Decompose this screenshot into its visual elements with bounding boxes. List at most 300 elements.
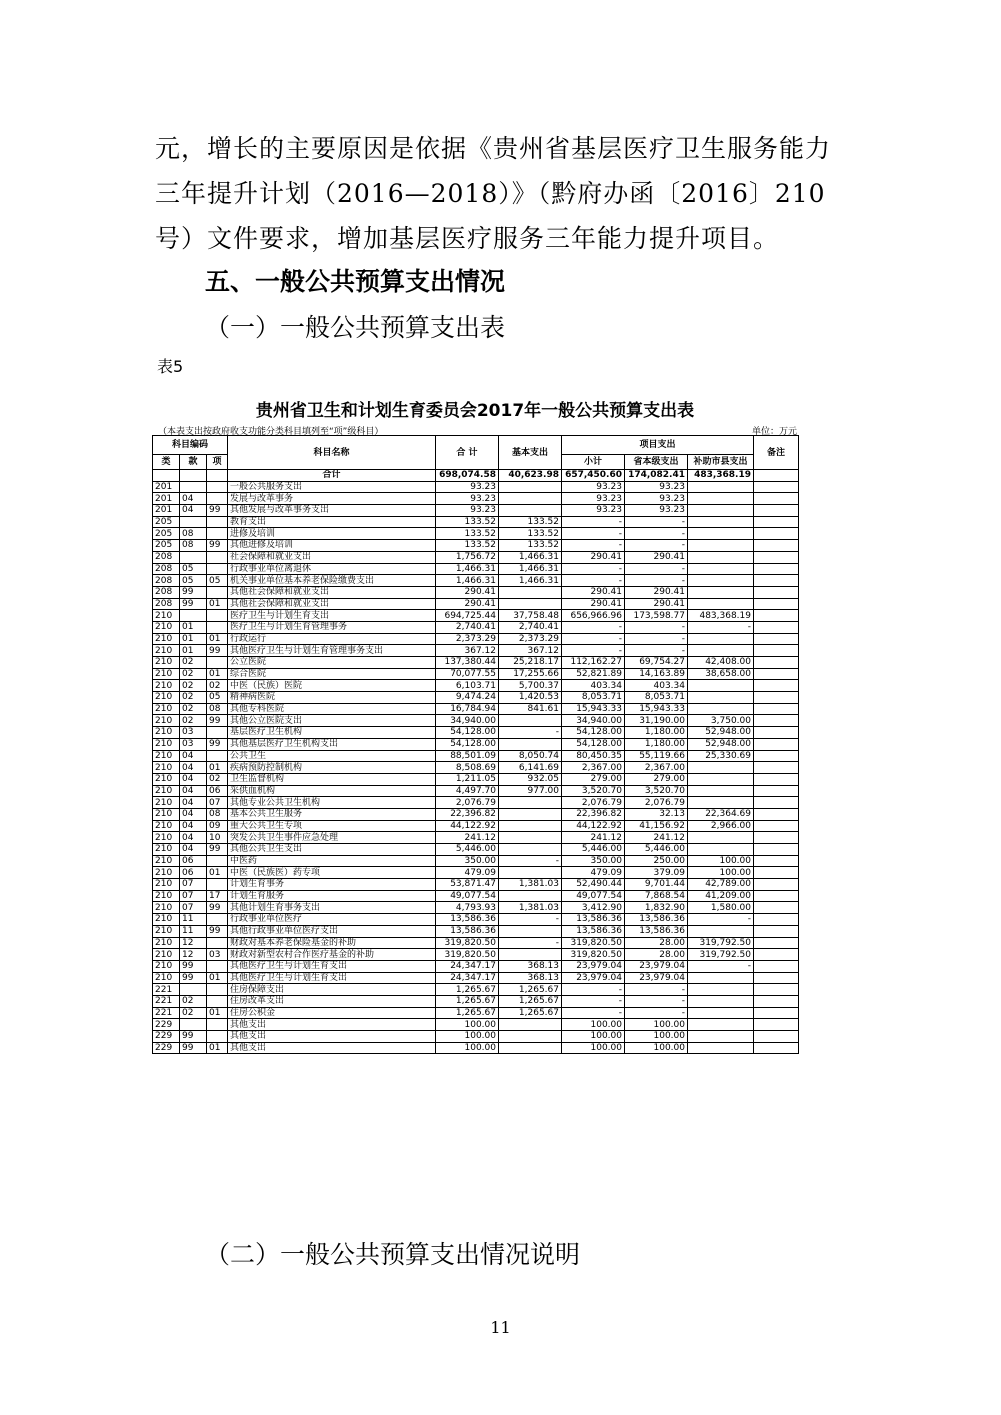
cell-xiang (207, 984, 228, 996)
cell-prov: 290.41 (625, 551, 688, 563)
cell-basic: 368.13 (499, 972, 562, 984)
cell-lei: 210 (153, 949, 180, 961)
cell-subsidy: 100.00 (688, 867, 754, 879)
cell-subsidy (688, 925, 754, 937)
cell-prov: - (625, 563, 688, 575)
cell-xiang (207, 914, 228, 926)
cell-prov: 279.00 (625, 773, 688, 785)
cell-name: 中医药 (228, 855, 436, 867)
cell-lei: 210 (153, 727, 180, 739)
cell-lei: 208 (153, 575, 180, 587)
cell-name: 疾病预防控制机构 (228, 762, 436, 774)
cell-subsidy: 38,658.00 (688, 668, 754, 680)
cell-total: 24,347.17 (436, 960, 499, 972)
cell-kuan: 04 (180, 762, 207, 774)
cell-lei: 210 (153, 715, 180, 727)
cell-basic (499, 832, 562, 844)
cell-basic: 17,255.66 (499, 668, 562, 680)
table-row (153, 832, 799, 844)
cell-total: 290.41 (436, 586, 499, 598)
cell-total: 34,940.00 (436, 715, 499, 727)
cell-sub: 3,520.70 (562, 785, 625, 797)
cell-kuan: 08 (180, 540, 207, 552)
cell-lei: 210 (153, 820, 180, 832)
cell-subsidy (688, 575, 754, 587)
cell-xiang: 09 (207, 820, 228, 832)
cell-subsidy (688, 1031, 754, 1043)
header-project: 项目支出 (562, 436, 754, 455)
cell-remark (754, 844, 799, 856)
cell-kuan: 03 (180, 727, 207, 739)
table-row (153, 598, 799, 610)
cell-basic (499, 1042, 562, 1054)
cell-basic (499, 820, 562, 832)
cell-xiang (207, 879, 228, 891)
cell-kuan: 06 (180, 867, 207, 879)
cell-subsidy (688, 540, 754, 552)
cell-lei: 210 (153, 867, 180, 879)
cell-remark (754, 867, 799, 879)
cell-subsidy: - (688, 914, 754, 926)
table-row-total (153, 470, 799, 482)
cell-prov: - (625, 984, 688, 996)
cell-name: 采供血机构 (228, 785, 436, 797)
cell-lei: 210 (153, 902, 180, 914)
cell-name: 住房保障支出 (228, 984, 436, 996)
cell-lei: 210 (153, 610, 180, 622)
cell-kuan: 04 (180, 797, 207, 809)
cell-subsidy: 3,750.00 (688, 715, 754, 727)
cell-remark (754, 762, 799, 774)
cell-remark (754, 984, 799, 996)
cell-lei: 210 (153, 692, 180, 704)
cell-sub: 44,122.92 (562, 820, 625, 832)
cell-basic (499, 890, 562, 902)
cell-subsidy: 319,792.50 (688, 937, 754, 949)
cell-sub: 13,586.36 (562, 925, 625, 937)
cell-name: 进修及培训 (228, 528, 436, 540)
cell-sub: 657,450.60 (562, 470, 625, 482)
cell-name: 其他社会保障和就业支出 (228, 586, 436, 598)
cell-remark (754, 598, 799, 610)
table-row (153, 820, 799, 832)
cell-prov: 100.00 (625, 1031, 688, 1043)
cell-kuan: 05 (180, 575, 207, 587)
cell-kuan: 99 (180, 1031, 207, 1043)
table-row (153, 668, 799, 680)
cell-subsidy: - (688, 960, 754, 972)
cell-name: 财政对新型农村合作医疗基金的补助 (228, 949, 436, 961)
cell-subsidy (688, 551, 754, 563)
cell-total: 479.09 (436, 867, 499, 879)
cell-name: 行政事业单位离退休 (228, 563, 436, 575)
cell-name: 其他公共卫生支出 (228, 844, 436, 856)
header-subject-name: 科目名称 (228, 436, 436, 470)
cell-remark (754, 703, 799, 715)
cell-prov: 93.23 (625, 493, 688, 505)
cell-name: 精神病医院 (228, 692, 436, 704)
cell-kuan: 11 (180, 925, 207, 937)
cell-kuan: 04 (180, 808, 207, 820)
cell-sub: - (562, 1007, 625, 1019)
cell-total: 49,077.54 (436, 890, 499, 902)
cell-kuan (180, 610, 207, 622)
cell-basic: 2,373.29 (499, 633, 562, 645)
cell-remark (754, 808, 799, 820)
cell-basic: 6,141.69 (499, 762, 562, 774)
cell-prov: 1,180.00 (625, 727, 688, 739)
table-row (153, 703, 799, 715)
cell-subsidy: - (688, 621, 754, 633)
table-row (153, 563, 799, 575)
cell-kuan: 07 (180, 902, 207, 914)
cell-xiang: 99 (207, 715, 228, 727)
cell-name: 其他支出 (228, 1031, 436, 1043)
cell-subsidy (688, 645, 754, 657)
cell-xiang (207, 610, 228, 622)
cell-xiang (207, 657, 228, 669)
cell-sub: 2,076.79 (562, 797, 625, 809)
cell-lei: 208 (153, 586, 180, 598)
cell-remark (754, 879, 799, 891)
cell-name: 卫生监督机构 (228, 773, 436, 785)
cell-name: 财政对基本养老保险基金的补助 (228, 937, 436, 949)
cell-sub: - (562, 516, 625, 528)
cell-name: 住房改革支出 (228, 995, 436, 1007)
cell-remark (754, 890, 799, 902)
cell-xiang (207, 727, 228, 739)
cell-kuan: 12 (180, 949, 207, 961)
cell-kuan (180, 551, 207, 563)
cell-basic: 367.12 (499, 645, 562, 657)
cell-basic (499, 586, 562, 598)
cell-lei: 210 (153, 680, 180, 692)
cell-kuan (180, 1019, 207, 1031)
cell-subsidy (688, 832, 754, 844)
table-row (153, 902, 799, 914)
cell-total: 1,265.67 (436, 984, 499, 996)
cell-remark (754, 668, 799, 680)
table-row (153, 715, 799, 727)
cell-lei: 210 (153, 785, 180, 797)
cell-remark (754, 832, 799, 844)
cell-xiang (207, 481, 228, 493)
cell-total: 93.23 (436, 481, 499, 493)
cell-sub: 54,128.00 (562, 738, 625, 750)
cell-kuan: 02 (180, 680, 207, 692)
cell-xiang: 07 (207, 797, 228, 809)
cell-name: 基本公共卫生服务 (228, 808, 436, 820)
cell-remark (754, 645, 799, 657)
cell-subsidy (688, 528, 754, 540)
cell-sub: 52,821.89 (562, 668, 625, 680)
cell-xiang: 17 (207, 890, 228, 902)
cell-name: 其他专科医院 (228, 703, 436, 715)
cell-basic (499, 493, 562, 505)
cell-xiang (207, 621, 228, 633)
cell-subsidy: 42,408.00 (688, 657, 754, 669)
cell-subsidy (688, 844, 754, 856)
cell-remark (754, 855, 799, 867)
cell-subsidy (688, 481, 754, 493)
cell-subsidy (688, 586, 754, 598)
cell-prov: 55,119.66 (625, 750, 688, 762)
header-lei: 类 (153, 455, 180, 470)
cell-kuan: 07 (180, 890, 207, 902)
cell-sub: 290.41 (562, 598, 625, 610)
cell-lei: 210 (153, 914, 180, 926)
header-kuan: 款 (180, 455, 207, 470)
cell-total: 22,396.82 (436, 808, 499, 820)
cell-lei: 208 (153, 598, 180, 610)
cell-sub: - (562, 528, 625, 540)
cell-name: 中医（民族）医院 (228, 680, 436, 692)
cell-total: 1,466.31 (436, 575, 499, 587)
cell-lei: 210 (153, 657, 180, 669)
cell-remark (754, 563, 799, 575)
table-row (153, 738, 799, 750)
budget-table (152, 435, 799, 1054)
table-unit: 单位：万元 (751, 427, 797, 437)
table-row (153, 1007, 799, 1019)
cell-remark (754, 785, 799, 797)
cell-total: 133.52 (436, 528, 499, 540)
cell-lei: 210 (153, 797, 180, 809)
cell-lei: 210 (153, 633, 180, 645)
cell-kuan: 02 (180, 995, 207, 1007)
cell-prov: - (625, 645, 688, 657)
cell-subsidy: 42,789.00 (688, 879, 754, 891)
cell-sub: - (562, 621, 625, 633)
table-row (153, 575, 799, 587)
cell-subsidy (688, 633, 754, 645)
cell-lei: 201 (153, 493, 180, 505)
cell-xiang (207, 750, 228, 762)
cell-basic (499, 481, 562, 493)
cell-lei: 210 (153, 879, 180, 891)
header-subsidy: 补助市县支出 (688, 455, 754, 470)
cell-remark (754, 1007, 799, 1019)
cell-remark (754, 493, 799, 505)
cell-basic (499, 925, 562, 937)
cell-subsidy (688, 703, 754, 715)
cell-total: 1,211.05 (436, 773, 499, 785)
cell-xiang: 06 (207, 785, 228, 797)
cell-basic: 1,265.67 (499, 995, 562, 1007)
cell-name: 基层医疗卫生机构 (228, 727, 436, 739)
cell-sub: 112,162.27 (562, 657, 625, 669)
cell-lei: 208 (153, 563, 180, 575)
cell-subsidy (688, 680, 754, 692)
cell-lei: 210 (153, 855, 180, 867)
table-row (153, 972, 799, 984)
cell-xiang: 08 (207, 808, 228, 820)
table-row (153, 493, 799, 505)
cell-lei: 210 (153, 738, 180, 750)
cell-name: 综合医院 (228, 668, 436, 680)
cell-prov: 31,190.00 (625, 715, 688, 727)
cell-prov: 2,076.79 (625, 797, 688, 809)
cell-sub: 5,446.00 (562, 844, 625, 856)
cell-kuan: 04 (180, 750, 207, 762)
cell-basic (499, 505, 562, 517)
intro-paragraph: 元，增长的主要原因是依据《贵州省基层医疗卫生服务能力三年提升计划（2016—2018）》（黔府办函〔2016〕210号）文件要求，增加基层医疗服务三年能力提升项目。 (155, 134, 832, 253)
cell-xiang (207, 493, 228, 505)
cell-sub: - (562, 645, 625, 657)
cell-subsidy (688, 692, 754, 704)
cell-prov: 1,832.90 (625, 902, 688, 914)
cell-basic (499, 808, 562, 820)
cell-kuan: 02 (180, 692, 207, 704)
cell-remark (754, 692, 799, 704)
table-label: 表5 (157, 357, 184, 376)
cell-remark (754, 949, 799, 961)
cell-lei: 210 (153, 925, 180, 937)
cell-total: 2,740.41 (436, 621, 499, 633)
cell-remark (754, 551, 799, 563)
cell-name: 住房公积金 (228, 1007, 436, 1019)
cell-subsidy (688, 1042, 754, 1054)
cell-kuan: 99 (180, 598, 207, 610)
cell-kuan: 04 (180, 844, 207, 856)
cell-basic (499, 738, 562, 750)
table-row (153, 867, 799, 879)
cell-basic: 133.52 (499, 516, 562, 528)
cell-xiang (207, 1031, 228, 1043)
cell-total: 1,265.67 (436, 1007, 499, 1019)
cell-remark (754, 621, 799, 633)
cell-prov: 3,520.70 (625, 785, 688, 797)
cell-remark (754, 586, 799, 598)
cell-basic: 1,466.31 (499, 551, 562, 563)
cell-sub: 3,412.90 (562, 902, 625, 914)
cell-basic: 37,758.48 (499, 610, 562, 622)
cell-kuan (180, 481, 207, 493)
cell-sub: 15,943.33 (562, 703, 625, 715)
cell-lei: 210 (153, 668, 180, 680)
cell-kuan: 04 (180, 820, 207, 832)
table-row (153, 633, 799, 645)
cell-sub: - (562, 540, 625, 552)
cell-basic (499, 867, 562, 879)
cell-prov: 13,586.36 (625, 925, 688, 937)
cell-kuan: 07 (180, 879, 207, 891)
cell-prov: 403.34 (625, 680, 688, 692)
cell-sub: - (562, 995, 625, 1007)
cell-lei: 205 (153, 516, 180, 528)
cell-prov: 241.12 (625, 832, 688, 844)
cell-name: 机关事业单位基本养老保险缴费支出 (228, 575, 436, 587)
table-row (153, 540, 799, 552)
cell-remark (754, 575, 799, 587)
table-row (153, 914, 799, 926)
cell-name: 其他支出 (228, 1019, 436, 1031)
cell-xiang: 02 (207, 680, 228, 692)
cell-kuan: 04 (180, 493, 207, 505)
cell-lei: 210 (153, 890, 180, 902)
cell-remark (754, 914, 799, 926)
cell-xiang (207, 995, 228, 1007)
table-row (153, 481, 799, 493)
cell-subsidy (688, 972, 754, 984)
cell-name: 其他基层医疗卫生机构支出 (228, 738, 436, 750)
cell-total: 44,122.92 (436, 820, 499, 832)
cell-kuan (180, 516, 207, 528)
cell-prov: - (625, 995, 688, 1007)
cell-lei: 210 (153, 972, 180, 984)
cell-remark (754, 995, 799, 1007)
cell-sub: - (562, 563, 625, 575)
table-row (153, 505, 799, 517)
cell-prov: 2,367.00 (625, 762, 688, 774)
cell-total: 2,076.79 (436, 797, 499, 809)
cell-lei: 210 (153, 703, 180, 715)
header-provincial: 省本级支出 (625, 455, 688, 470)
table-row (153, 750, 799, 762)
cell-name: 其他进修及培训 (228, 540, 436, 552)
cell-lei: 221 (153, 984, 180, 996)
cell-xiang: 01 (207, 972, 228, 984)
cell-name: 计划生育事务 (228, 879, 436, 891)
cell-basic (499, 844, 562, 856)
cell-kuan: 99 (180, 1042, 207, 1054)
cell-total: 100.00 (436, 1031, 499, 1043)
cell-xiang: 01 (207, 867, 228, 879)
cell-prov: 23,979.04 (625, 960, 688, 972)
cell-kuan: 04 (180, 785, 207, 797)
cell-prov: 290.41 (625, 586, 688, 598)
cell-subsidy (688, 762, 754, 774)
cell-total: 694,725.44 (436, 610, 499, 622)
cell-xiang (207, 586, 228, 598)
cell-total: 13,586.36 (436, 925, 499, 937)
cell-name: 中医（民族医）药专项 (228, 867, 436, 879)
cell-kuan: 99 (180, 586, 207, 598)
cell-basic: 1,466.31 (499, 575, 562, 587)
cell-total: 241.12 (436, 832, 499, 844)
cell-subsidy (688, 563, 754, 575)
cell-sub: 93.23 (562, 493, 625, 505)
cell-total: 698,074.58 (436, 470, 499, 482)
cell-prov: 93.23 (625, 505, 688, 517)
cell-kuan (180, 470, 207, 482)
cell-prov: 1,180.00 (625, 738, 688, 750)
cell-kuan: 02 (180, 715, 207, 727)
cell-remark (754, 820, 799, 832)
cell-prov: 28.00 (625, 937, 688, 949)
cell-basic: 25,218.17 (499, 657, 562, 669)
cell-basic (499, 1019, 562, 1031)
cell-lei: 210 (153, 773, 180, 785)
cell-xiang: 01 (207, 598, 228, 610)
cell-kuan: 04 (180, 832, 207, 844)
cell-lei: 210 (153, 621, 180, 633)
cell-total: 4,497.70 (436, 785, 499, 797)
cell-total: 13,586.36 (436, 914, 499, 926)
table-row (153, 808, 799, 820)
cell-xiang: 99 (207, 902, 228, 914)
cell-subsidy (688, 598, 754, 610)
cell-basic: 841.61 (499, 703, 562, 715)
cell-kuan: 02 (180, 657, 207, 669)
subsection-heading-2: （二）一般公共预算支出情况说明 (205, 1240, 581, 1269)
cell-kuan: 04 (180, 505, 207, 517)
cell-kuan (180, 984, 207, 996)
cell-kuan: 01 (180, 633, 207, 645)
table-row (153, 949, 799, 961)
cell-subsidy (688, 505, 754, 517)
cell-xiang: 99 (207, 844, 228, 856)
